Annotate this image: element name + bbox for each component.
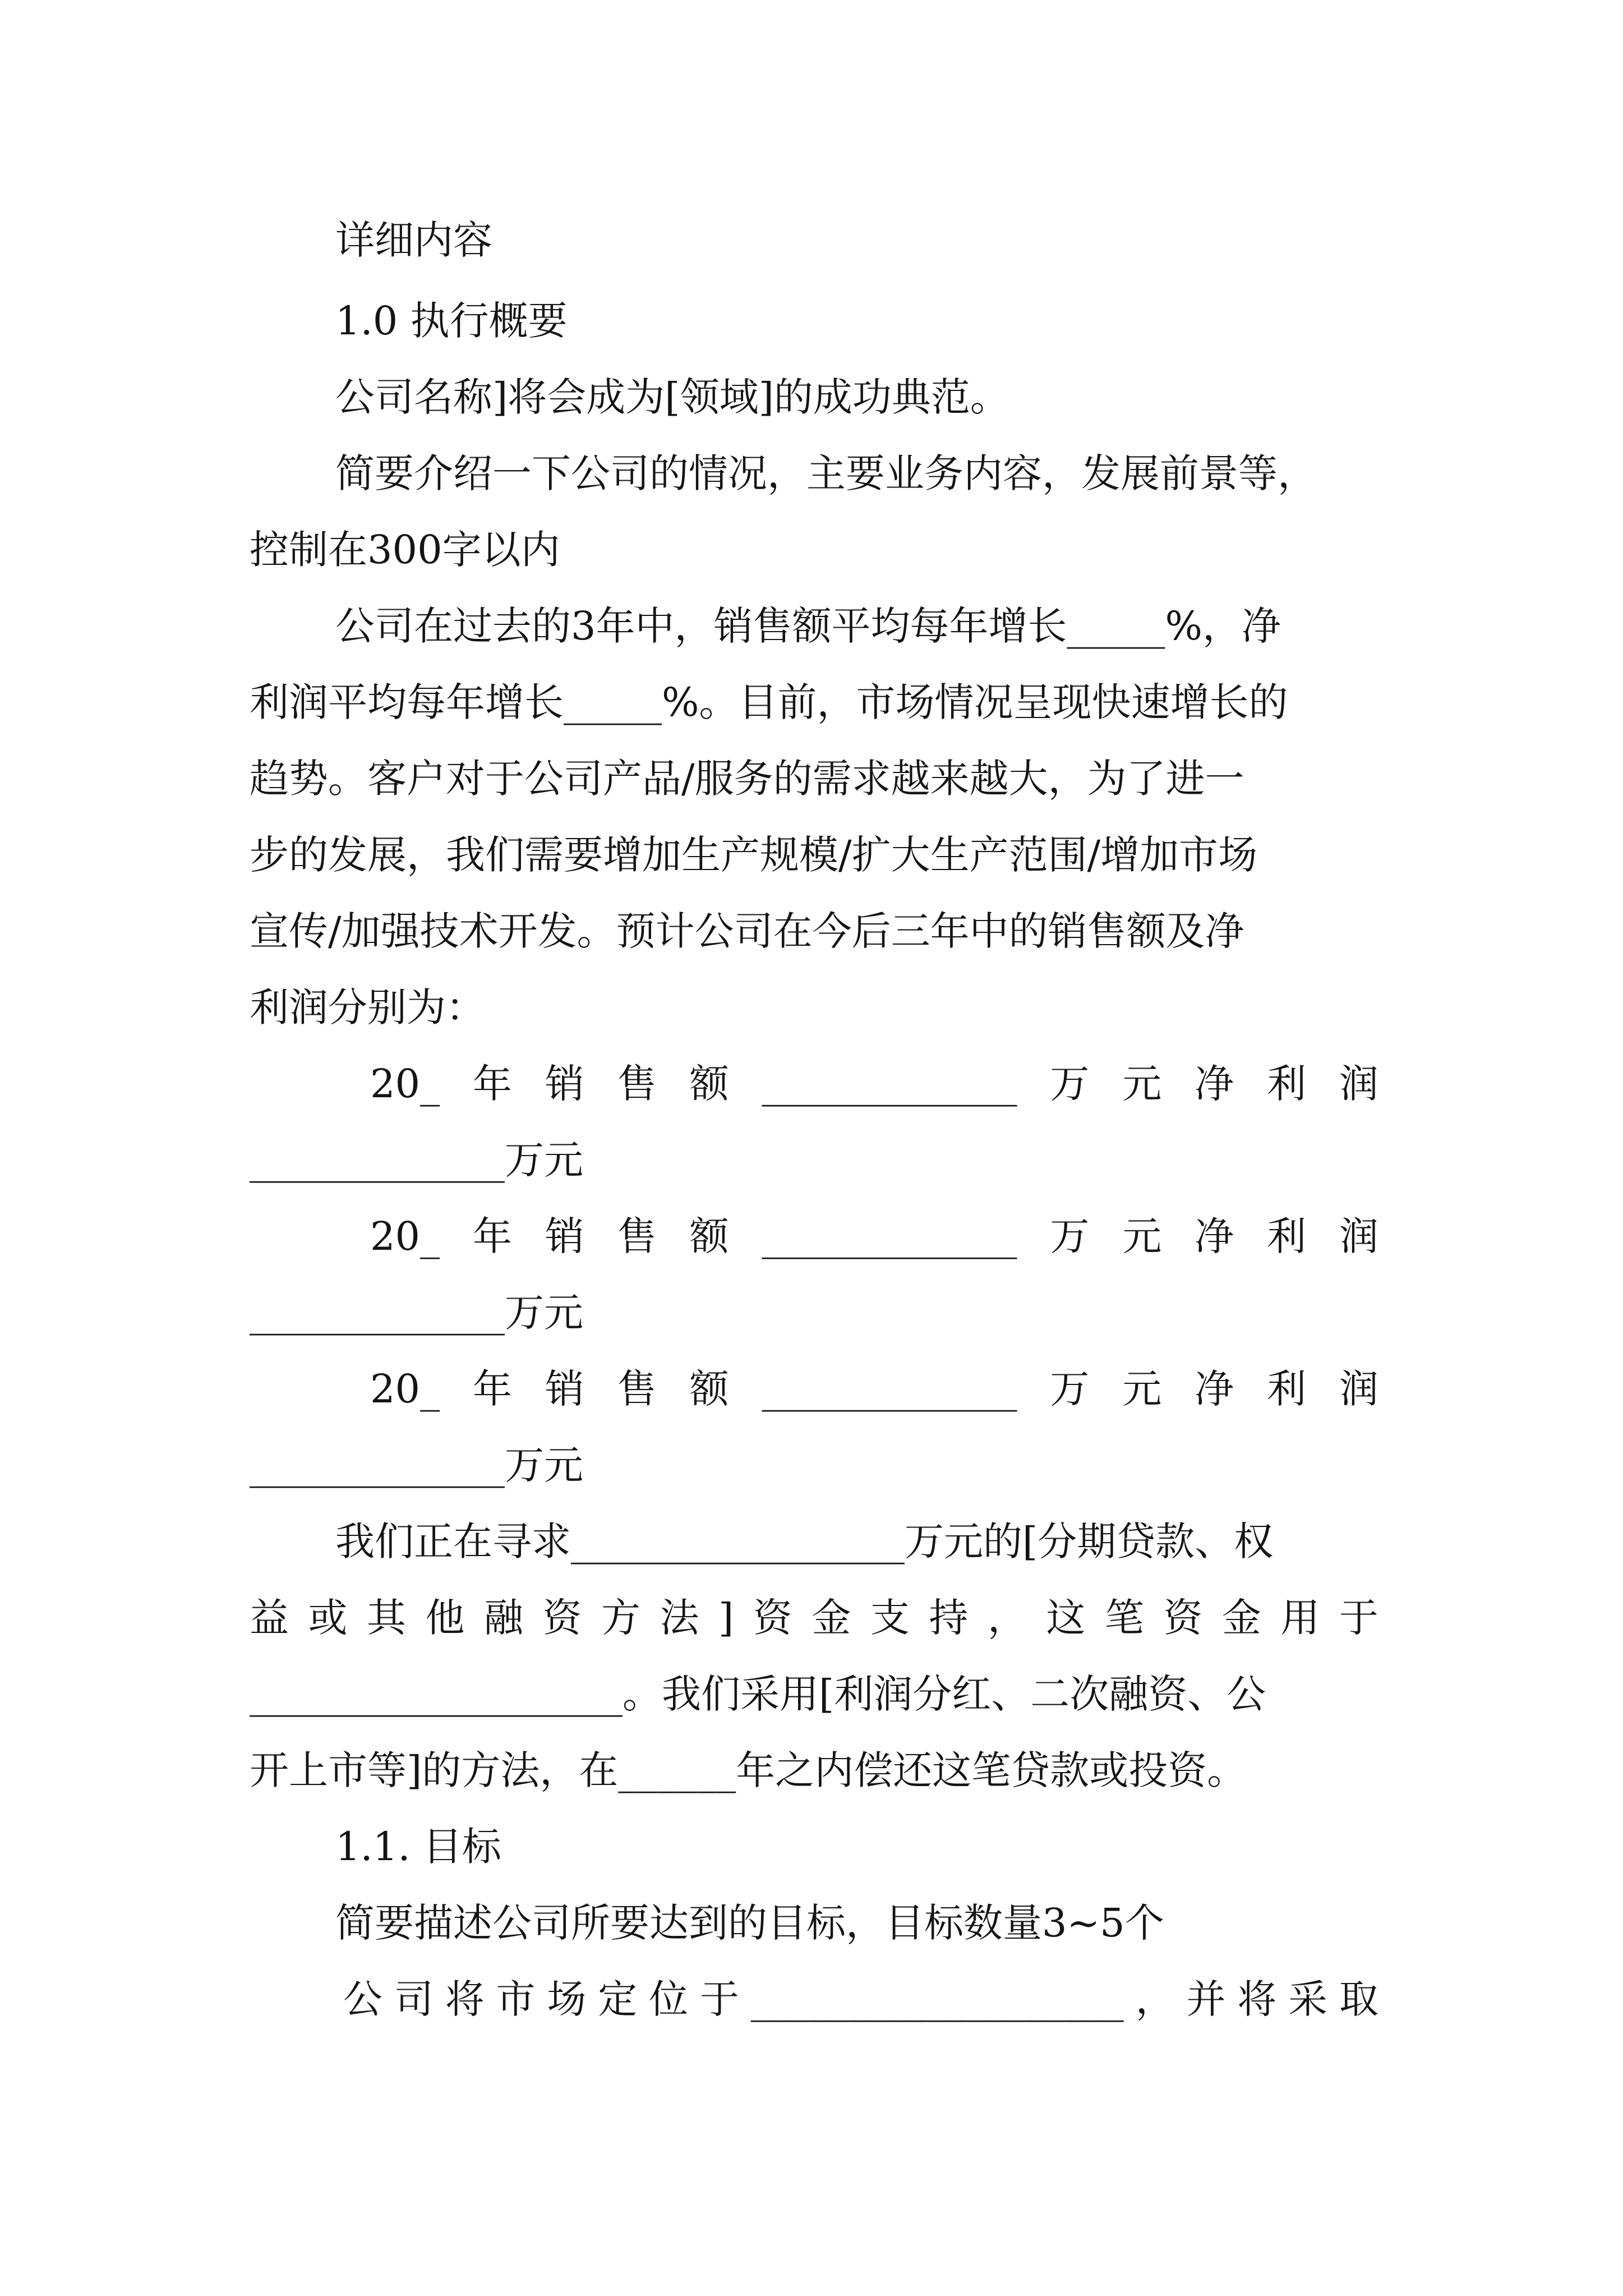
paragraph-line: 宣传/加强技术开发。预计公司在今后三年中的销售额及净 xyxy=(250,908,1244,954)
forecast-text: 售 xyxy=(617,1213,657,1259)
forecast-text: 销 xyxy=(545,1061,584,1107)
paragraph-line-justified: 益 或 其 他 融 资 方 法 ] 资 金 支 持 ， 这 笔 资 金 用 于 xyxy=(250,1595,1378,1641)
forecast-text: 销 xyxy=(545,1213,584,1259)
paragraph-line: 公司在过去的3年中，销售额平均每年增长_____%，净 xyxy=(335,603,1281,649)
net-profit-line-2: _____________万元 xyxy=(250,1290,583,1336)
forecast-text: 万 xyxy=(1050,1061,1090,1107)
paragraph-line: 利润分别为： xyxy=(250,984,485,1030)
forecast-text: 额 xyxy=(689,1366,729,1412)
net-profit-line-3: _____________万元 xyxy=(250,1442,583,1488)
forecast-text: 净 xyxy=(1195,1366,1234,1412)
forecast-text: 利 xyxy=(1267,1366,1307,1412)
paragraph-line: 开上市等]的方法，在______年之内偿还这笔贷款或投资。 xyxy=(250,1747,1247,1793)
forecast-row-3 xyxy=(370,1362,1378,1416)
forecast-text: 万 xyxy=(1050,1213,1090,1259)
paragraph-line: 公司名称]将会成为[领域]的成功典范。 xyxy=(335,374,1009,420)
paragraph-line: 简要介绍一下公司的情况，主要业务内容，发展前景等， xyxy=(335,450,1317,496)
market-position-blank: ___________________ xyxy=(750,1976,1124,2022)
paragraph-line: ___________________。我们采用[利润分红、二次融资、公 xyxy=(250,1671,1266,1717)
sales-blank: _____________ xyxy=(762,1061,1017,1107)
net-profit-line-1: _____________万元 xyxy=(250,1137,583,1183)
forecast-text: 年 xyxy=(472,1213,512,1259)
section-heading-goals: 1.1. 目标 xyxy=(335,1824,501,1870)
forecast-text: 元 xyxy=(1122,1213,1162,1259)
forecast-row-2 xyxy=(370,1209,1378,1263)
paragraph-line: 我们正在寻求_________________万元的[分期贷款、权 xyxy=(335,1519,1274,1565)
forecast-year: 20_ xyxy=(370,1213,440,1259)
sales-blank: _____________ xyxy=(762,1213,1017,1259)
forecast-text: 售 xyxy=(617,1366,657,1412)
forecast-text: 润 xyxy=(1339,1061,1378,1107)
forecast-text: 年 xyxy=(472,1061,512,1107)
forecast-text: 元 xyxy=(1122,1061,1162,1107)
forecast-text: 万 xyxy=(1050,1366,1090,1412)
forecast-row-1 xyxy=(370,1057,1378,1111)
forecast-text: 销 xyxy=(545,1366,584,1412)
paragraph-line: 步的发展，我们需要增加生产规模/扩大生产范围/增加市场 xyxy=(250,832,1258,878)
forecast-year: 20_ xyxy=(370,1366,440,1412)
section-heading-details: 详细内容 xyxy=(335,217,492,263)
forecast-text: 年 xyxy=(472,1366,512,1412)
forecast-text: 润 xyxy=(1339,1213,1378,1259)
forecast-text: 额 xyxy=(689,1061,729,1107)
paragraph-line-justified: 公 司 将 市 场 定 位 于 ___________________ ， 并 将 采 取 xyxy=(343,1972,1378,2026)
paragraph-line: 控制在300字以内 xyxy=(250,527,560,573)
section-heading-executive-summary: 1.0 执行概要 xyxy=(335,298,568,344)
forecast-text: 利 xyxy=(1267,1213,1307,1259)
sales-blank: _____________ xyxy=(762,1366,1017,1412)
paragraph-line: 简要描述公司所要达到的目标，目标数量3~5个 xyxy=(335,1900,1164,1946)
forecast-text: 元 xyxy=(1122,1366,1162,1412)
paragraph-line: 趋势。客户对于公司产品/服务的需求越来越大，为了进一 xyxy=(250,756,1244,802)
forecast-year: 20_ xyxy=(370,1061,440,1107)
forecast-text: 润 xyxy=(1339,1366,1378,1412)
forecast-text: 额 xyxy=(689,1213,729,1259)
forecast-text: 净 xyxy=(1195,1213,1234,1259)
forecast-text: 售 xyxy=(617,1061,657,1107)
forecast-text: 利 xyxy=(1267,1061,1307,1107)
forecast-text: 净 xyxy=(1195,1061,1234,1107)
paragraph-line: 利润平均每年增长_____%。目前，市场情况呈现快速增长的 xyxy=(250,679,1288,725)
